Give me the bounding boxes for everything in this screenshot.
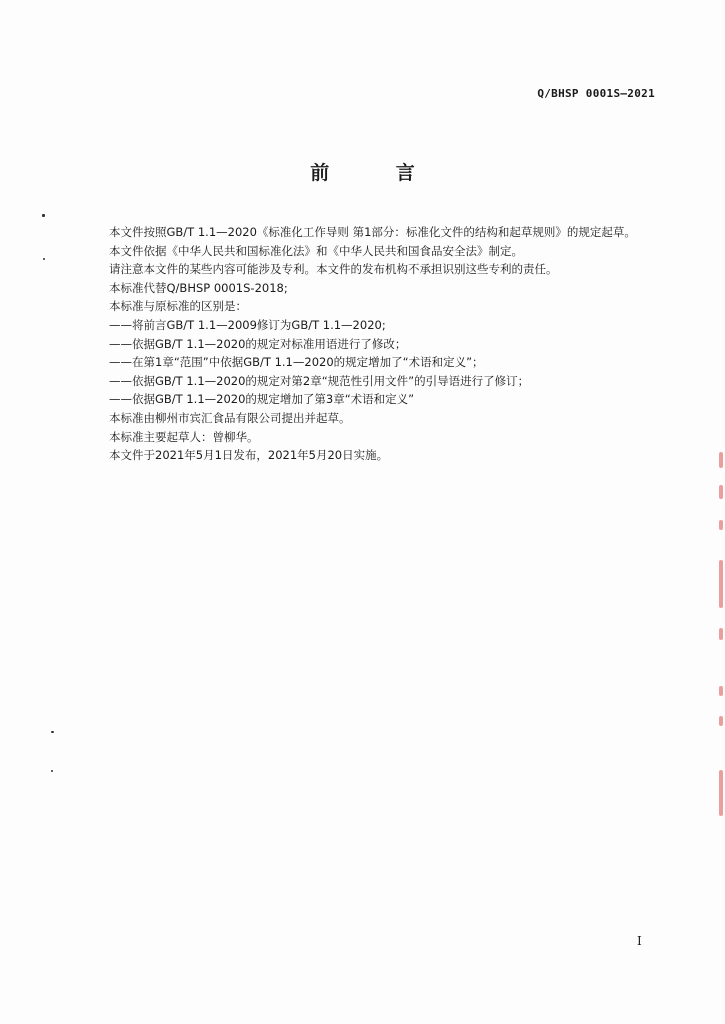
page-number: I [637, 934, 642, 948]
list-item: ——依据GB/T 1.1—2020的规定对第2章“规范性引用文件”的引导语进行了修订； [109, 373, 530, 388]
scan-edge-mark [719, 628, 723, 640]
scan-edge-mark [719, 520, 723, 530]
scan-edge-mark [719, 770, 723, 816]
paragraph: 本标准与原标准的区别是： [109, 299, 247, 314]
paragraph: 本标准代替Q/BHSP 0001S-2018; [109, 280, 288, 295]
scan-edge-mark [719, 686, 723, 696]
scan-speck [51, 770, 53, 772]
list-item: ——依据GB/T 1.1—2020的规定对标准用语进行了修改； [109, 336, 407, 351]
scan-edge-mark [719, 560, 723, 608]
scan-edge-mark [719, 716, 723, 726]
list-item: ——依据GB/T 1.1—2020的规定增加了第3章“术语和定义” [109, 392, 415, 407]
paragraph: 本文件按照GB/T 1.1—2020《标准化工作导则 第1部分：标准化文件的结构和起草规则》的规定起草。 [109, 225, 636, 239]
standard-code: Q/BHSP 0001S—2021 [537, 87, 655, 100]
paragraph: 本文件于2021年5月1日发布，2021年5月20日实施。 [109, 448, 389, 463]
list-item: ——将前言GB/T 1.1—2009修订为GB/T 1.1—2020; [109, 317, 386, 332]
scan-speck [51, 731, 54, 733]
paragraph: 请注意本文件的某些内容可能涉及专利。本文件的发布机构不承担识别这些专利的责任。 [109, 262, 558, 277]
scan-edge-mark [719, 452, 723, 468]
page-title: 前 言 [310, 162, 445, 184]
list-item: ——在第1章“范围”中依据GB/T 1.1—2020的规定增加了“术语和定义”； [109, 355, 484, 370]
paragraph: 本标准由柳州市宾汇食品有限公司提出并起草。 [109, 410, 351, 425]
paragraph: 本标准主要起草人：曾柳华。 [109, 429, 259, 444]
scan-speck [43, 258, 45, 260]
paragraph: 本文件依据《中华人民共和国标准化法》和《中华人民共和国食品安全法》制定。 [109, 243, 523, 258]
foreword-body [86, 223, 664, 465]
scan-edge-mark [719, 485, 723, 499]
scan-speck [42, 214, 45, 217]
